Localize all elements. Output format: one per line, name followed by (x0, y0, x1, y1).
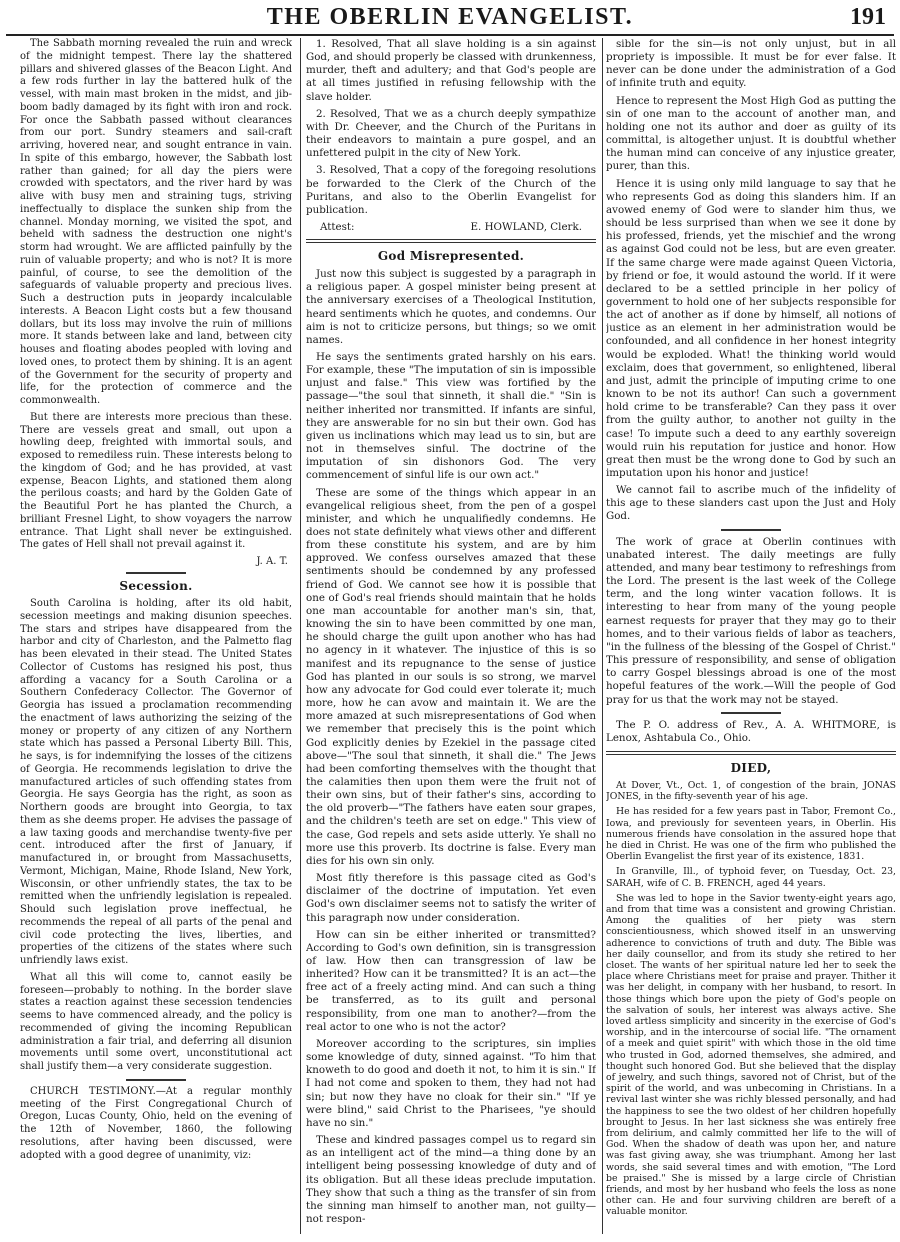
attest-name: E. HOWLAND, Clerk. (470, 221, 582, 234)
article-heading: Secession. (119, 579, 193, 593)
resolution: 3. Resolved, That a copy of the foregoing resolutions be forwarded to the Clerk of the Church of the Puritans, and also to the Oberlin Evangelist for publication. (306, 164, 596, 216)
obituaries (606, 780, 896, 1218)
column-1 (20, 38, 292, 1234)
article-paragraph: These and kindred passages compel us to regard sin as an intelligent act of the mind—a thing done by an intelligent being possessing knowledge of duty and of its obligation. But all these ideas preclude imputation. They show that such a thing as the transfer of sin from the sinning man himself to another man, not guilty—not respon- (306, 1134, 596, 1225)
column-rule (300, 38, 301, 1234)
article-paragraph: But there are interests more precious than these. There are vessels great and small, out upon a howling deep, freighted with immortal souls, and exposed to remediless ruin. These interests belong to the kingdom of God; and he has provided, at vast expense, Beacon Lights, and stationed them along the perilous coasts; and hard by the Golden Gate of the Beautiful Port he has planted the Church, a brilliant Fresnel Light, to show voyagers the narrow entrance. That Light shall never be extinguished. The gates of Hell shall not prevail against it. (20, 411, 292, 551)
column-rule (602, 38, 603, 1234)
attest-label: Attest: (320, 221, 355, 234)
article-paragraph: He says the sentiments grated harshly on his ears. For example, these "The imputation of sin is impossible unjust and false." This view was fortified by the passage—"the soul that sinneth, it shall die." "Sin is neither inherited nor transmitted. If infants are sinful, they are answerable for no sin but their own. God has given us inclinations which may lead us to sin, but are not in themselves sinful. The doctrine of the imputation of sin dishonors God. The very commencement of sinful life is our own act." (306, 350, 596, 482)
obituary-paragraph: At Dover, Vt., Oct. 1, of congestion of the brain, JONAS JONES, in the fifty-seventh year of his age. (606, 779, 896, 803)
article-paragraph: These are some of the things which appear in an evangelical religious sheet, from the pen of a gospel minister, and which he unqualifiedly condemns. He does not state definitely what views other and different from these constitute his system, and are by him approved. We confess ourselves amazed that these sentiments should be condemned by any professed friend of God. We cannot see how it is possible that one of God's real friends should maintain that he holds one man accountable for another man's sin, that, knowing the sin to have been committed by one man, he should charge the guilt upon another who has had no agency in it whatever. The injustice of this is so manifest and its repugnance to the sense of justice God has planted in our souls is so strong, we marvel how any advocate for God could ever tolerate it; much more, how he can avow and maintain it. We are the more amazed at such misrepresentations of God when we remember that precisely this is the point which God explicitly denies by Ezekiel in the passage cited above—"The soul that sinneth, it shall die." The Jews had been comforting themselves with the thought that the calamities then upon them were the fruit not of their own sins, but of their father's sins, according to the old proverb—"The fathers have eaten sour grapes, and the children's teeth are set on edge." This view of the case, God repels and sets aside utterly. Ye shall no more use this proverb. Its doctrine is false. Every man dies for his own sin only. (306, 486, 596, 867)
article-paragraph: The work of grace at Oberlin continues with unabated interest. The daily meetings are fully attended, and many bear testimony to refreshings from the Lord. The present is the last week of the College term, and the long winter vacation follows. It is interesting to hear from many of the young people earnest requests for prayer that they may go to their homes, and to their various fields of labor as teachers, "in the fullness of the blessing of the Gospel of Christ." This pressure of responsibility, and sense of obligation to carry Gospel blessings abroad is one of the most hopeful features of the work.—Will the people of God pray for us that the work may not be stayed. (606, 535, 896, 706)
article-paragraph: The Sabbath morning revealed the ruin and wreck of the midnight tempest. There lay the shattered pillars and shivered glasses of the Beacon Light. And a few rods further in lay the battered hulk of the vessel, with main mast broken in the midst, and jib-boom badly damaged by its fight with iron and rock. For once the Sabbath passed without clearances from our port. Sundry steamers and sail-craft arriving, hovered near, and sought entrance in vain. In spite of this embargo, however, the Sabbath lost rather than gained; for all day the piers were crowded with spectators, and the river hard by was alive with busy men and straining tugs, striving ineffectually to displace the sunken ship from the channel. Monday morning, we visited the spot, and beheld with sadness the destruction one night's storm had wrought. We are afflicted painfully by the ruin of valuable property; and who is not? It is more painful, of course, to see the demolition of the safeguards of valuable property and precious lives. Such a destruction puts in jeopardy incalculable interests. A Beacon Light costs but a few thousand dollars, but its loss may involve the ruin of millions more. It stands between lake and land, between city houses and floating abodes peopled with loving and loved ones, to protect them by shining. It is an agent of the Government for the security of property and life, for the protection of commerce and the commonwealth. (20, 38, 292, 406)
section-divider (126, 572, 186, 574)
article-paragraph: Hence to represent the Most High God as putting the sin of one man to the account of another man, and holding one not its author and doer as guilty of its committal, is altogether unjust. It is doubtful whether the human mind can conceive of any injustice greater, purer, than this. (606, 94, 896, 173)
article-paragraph: We cannot fail to ascribe much of the infidelity of this age to these slanders cast upon the Just and Holy God. (606, 484, 896, 523)
attest-line (306, 221, 596, 233)
section-divider (606, 751, 896, 755)
obituary-paragraph: She was led to hope in the Savior twenty-eight years ago, and from that time was a consistent and growing Christian. Among the qualities of her piety was stern conscientiousness, which showed itself in an unswerving adherence to convictions of truth and duty. The Bible was her daily counsellor, and from its study she retired to her closet. The wants of her spiritual nature led her to seek the place where Christians meet for praise and prayer. Thither it was her delight, in company with her husband, to resort. In those things which bore upon the piety of God's people on the salvation of souls, her interest was always active. She loved artless simplicity and sincerity in the exercise of God's worship, and in the intercourse of social life. "The ornament of a meek and quiet spirit" with which those in the old time who trusted in God, adorned themselves, she admired, and thought such honored God. But she believed that the display of jewelry, and such things, savored not of Christ, but of the spirit of the world, and was unbecoming in Christians. In a revival last winter she was richly blessed personally, and had the happiness to see the two oldest of her children hopefully brought to Jesus. In her last sickness she was entirely free from delirium, and calmly committed her life to the will of God. When the shadow of death was upon her, and nature was fast giving away, she was triumphant. Among her last words, she said several times and with emotion, "The Lord be praised." She is missed by a large circle of Christian friends, and most by her husband who feels the loss as none other can. He and four surviving children are bereft of a valuable monitor. (606, 892, 896, 1218)
resolution: 2. Resolved, That we as a church deeply sympathize with Dr. Cheever, and the Church of the Puritans in their endeavors to maintain a pure gospel, and an unfettered pulpit in the city of New York. (306, 107, 596, 160)
article-heading: God Misrepresented. (377, 249, 525, 264)
article-paragraph: Just now this subject is suggested by a paragraph in a religious paper. A gospel minister being present at the anniversary exercises of a Theological Institution, heard sentiments which he quotes, and condemns. Our aim is not to criticize persons, but things; so we omit names. (306, 268, 596, 346)
article-signature: J. A. T. (256, 556, 288, 567)
article-paragraph: Hence it is using only mild language to say that he who represents God as doing this slanders him. If an avowed enemy of God were to slander him thus, we should be less surprised than when we see it done by his professed, friends, yet the mischief and the wrong as against God could not be less, but are even greater. If the same charge were made against Queen Victoria, by friend or foe, it would astound the world. If it were declared to be a settled principle in her policy of government to hold one of her subjects responsible for the act of another as if done by himself, all notions of justice as an element in her administration would be confounded, and all confidence in her honest integrity would be exploded. What! the thinking world would exclaim, does that government, so enlightened, liberal and just, admit the principle of imputing crime to one known to be not its author! Can such a government hold crime to be transferable? Can they pass it over from the guilty author, to another not guilty in the case! To impute such a deed to any earthly sovereign would ruin his reputation for justice and honor. How great then must be the wrong done to God by such an imputation upon his honor and justice! (606, 177, 896, 479)
section-divider (721, 712, 781, 714)
section-divider (721, 529, 781, 531)
resolution: 1. Resolved, That all slave holding is a sin against God, and should properly be classed with drunkenness, murder, theft and adultery; and that God's people are at all times justified in refusing fellowship with the slave holder. (306, 38, 596, 103)
publication-title: THE OBERLIN EVANGELIST. (266, 4, 634, 30)
article-paragraph: Moreover according to the scriptures, sin implies some knowledge of duty, sinned against. "To him that knoweth to do good and doeth it not, to him it is sin." If I had not come and spoken to them, they had not had sin; but now they have no cloak for their sin." "If ye were blind," said Christ to the Pharisees, "ye should have no sin." (306, 1037, 596, 1129)
masthead (6, 0, 894, 36)
section-divider (306, 239, 596, 243)
died-heading: DIED, (730, 760, 772, 775)
article-paragraph: South Carolina is holding, after its old habit, secession meetings and making disunion speeches. The stars and stripes have disappeared from the harbor and city of Charleston, and the Palmetto flag has been elevated in their stead. The United States Collector of Customs has resigned his post, thus affording a vacancy for a South Carolina or a Southern Confederacy Collector. The Governor of Georgia has issued a proclamation recommending the enactment of laws authorizing the seizing of the money or property of any citizen of any Northern state which has passed a Personal Liberty Bill. This, he says, is for indemnifying the losses of the citizens of Georgia. He recommends legislation to drive the manufactured articles of such offending states from Georgia. He says Georgia has the right, as soon as Northern goods are brought into Georgia, to tax them as she deems proper. He advises the passage of a law taxing goods and merchandise twenty-five per cent. introduced after the first of January, if manufactured in, or brought from Massachusetts, Vermont, Michigan, Maine, Rhode Island, New York, Wisconsin, or other unfriendly states, the tax to be remitted when the unfriendly legislation is repealed. Should such legislation prove ineffectual, he recommends the repeal of all parts of the penal and civil code protecting the lives, liberties, and properties of the citizens of the states where such unfriendly laws exist. (20, 598, 292, 966)
article-paragraph: CHURCH TESTIMONY.—At a regular monthly meeting of the First Congregational Church of Oregon, Lucas County, Ohio, held on the evening of the 12th of November, 1860, the following resolutions, after having been discussed, were adopted with a good degree of unanimity, viz: (20, 1085, 292, 1161)
page-number: 191 (850, 4, 886, 30)
obituary-paragraph: He has resided for a few years past in Tabor, Fremont Co., Iowa, and previously for seventeen years, in Oberlin. His numerous friends have consolation in the assured hope that he died in Christ. He was one of the firm who published the Oberlin Evangelist the first year of its existence, 1831. (606, 806, 896, 863)
article-paragraph: How can sin be either inherited or transmitted? According to God's own definition, sin is transgression of law. How then can transgression of law be inherited? How can it be transmitted? It is an act—the free act of a freely acting mind. And can such a thing be transferred, as to its guilt and personal responsibility, from one man to another?—from the real actor to one who is not the actor? (306, 928, 596, 1033)
columns (6, 38, 894, 1234)
article-paragraph: Most fitly therefore is this passage cited as God's disclaimer of the doctrine of imputation. Yet even God's own disclaimer seems not to satisfy the writer of this paragraph now under consideration. (306, 872, 596, 924)
notice-paragraph: The P. O. address of Rev., A. A. WHITMORE, is Lenox, Ashtabula Co., Ohio. (606, 718, 896, 744)
column-2 (306, 38, 596, 1234)
resolutions (306, 38, 596, 217)
section-divider (126, 1079, 186, 1081)
column-3 (606, 38, 896, 1234)
article-paragraph: sible for the sin—is not only unjust, but in all propriety is impossible. It must be for ever false. It never can be done under the administration of a God of infinite truth and equity. (606, 38, 896, 90)
article-paragraph: What all this will come to, cannot easily be foreseen—probably to nothing. In the border slave states a reaction against these secession tendencies seems to have commenced already, and the policy is recommended of giving the incoming Republican administration a fair trial, and deferring all disunion movements until some overt, unconstitutional act shall justify them—a very considerate suggestion. (20, 971, 292, 1072)
obituary-paragraph: In Granville, Ill., of typhoid fever, on Tuesday, Oct. 23, SARAH, wife of C. B. FRENCH, aged 44 years. (606, 866, 896, 889)
